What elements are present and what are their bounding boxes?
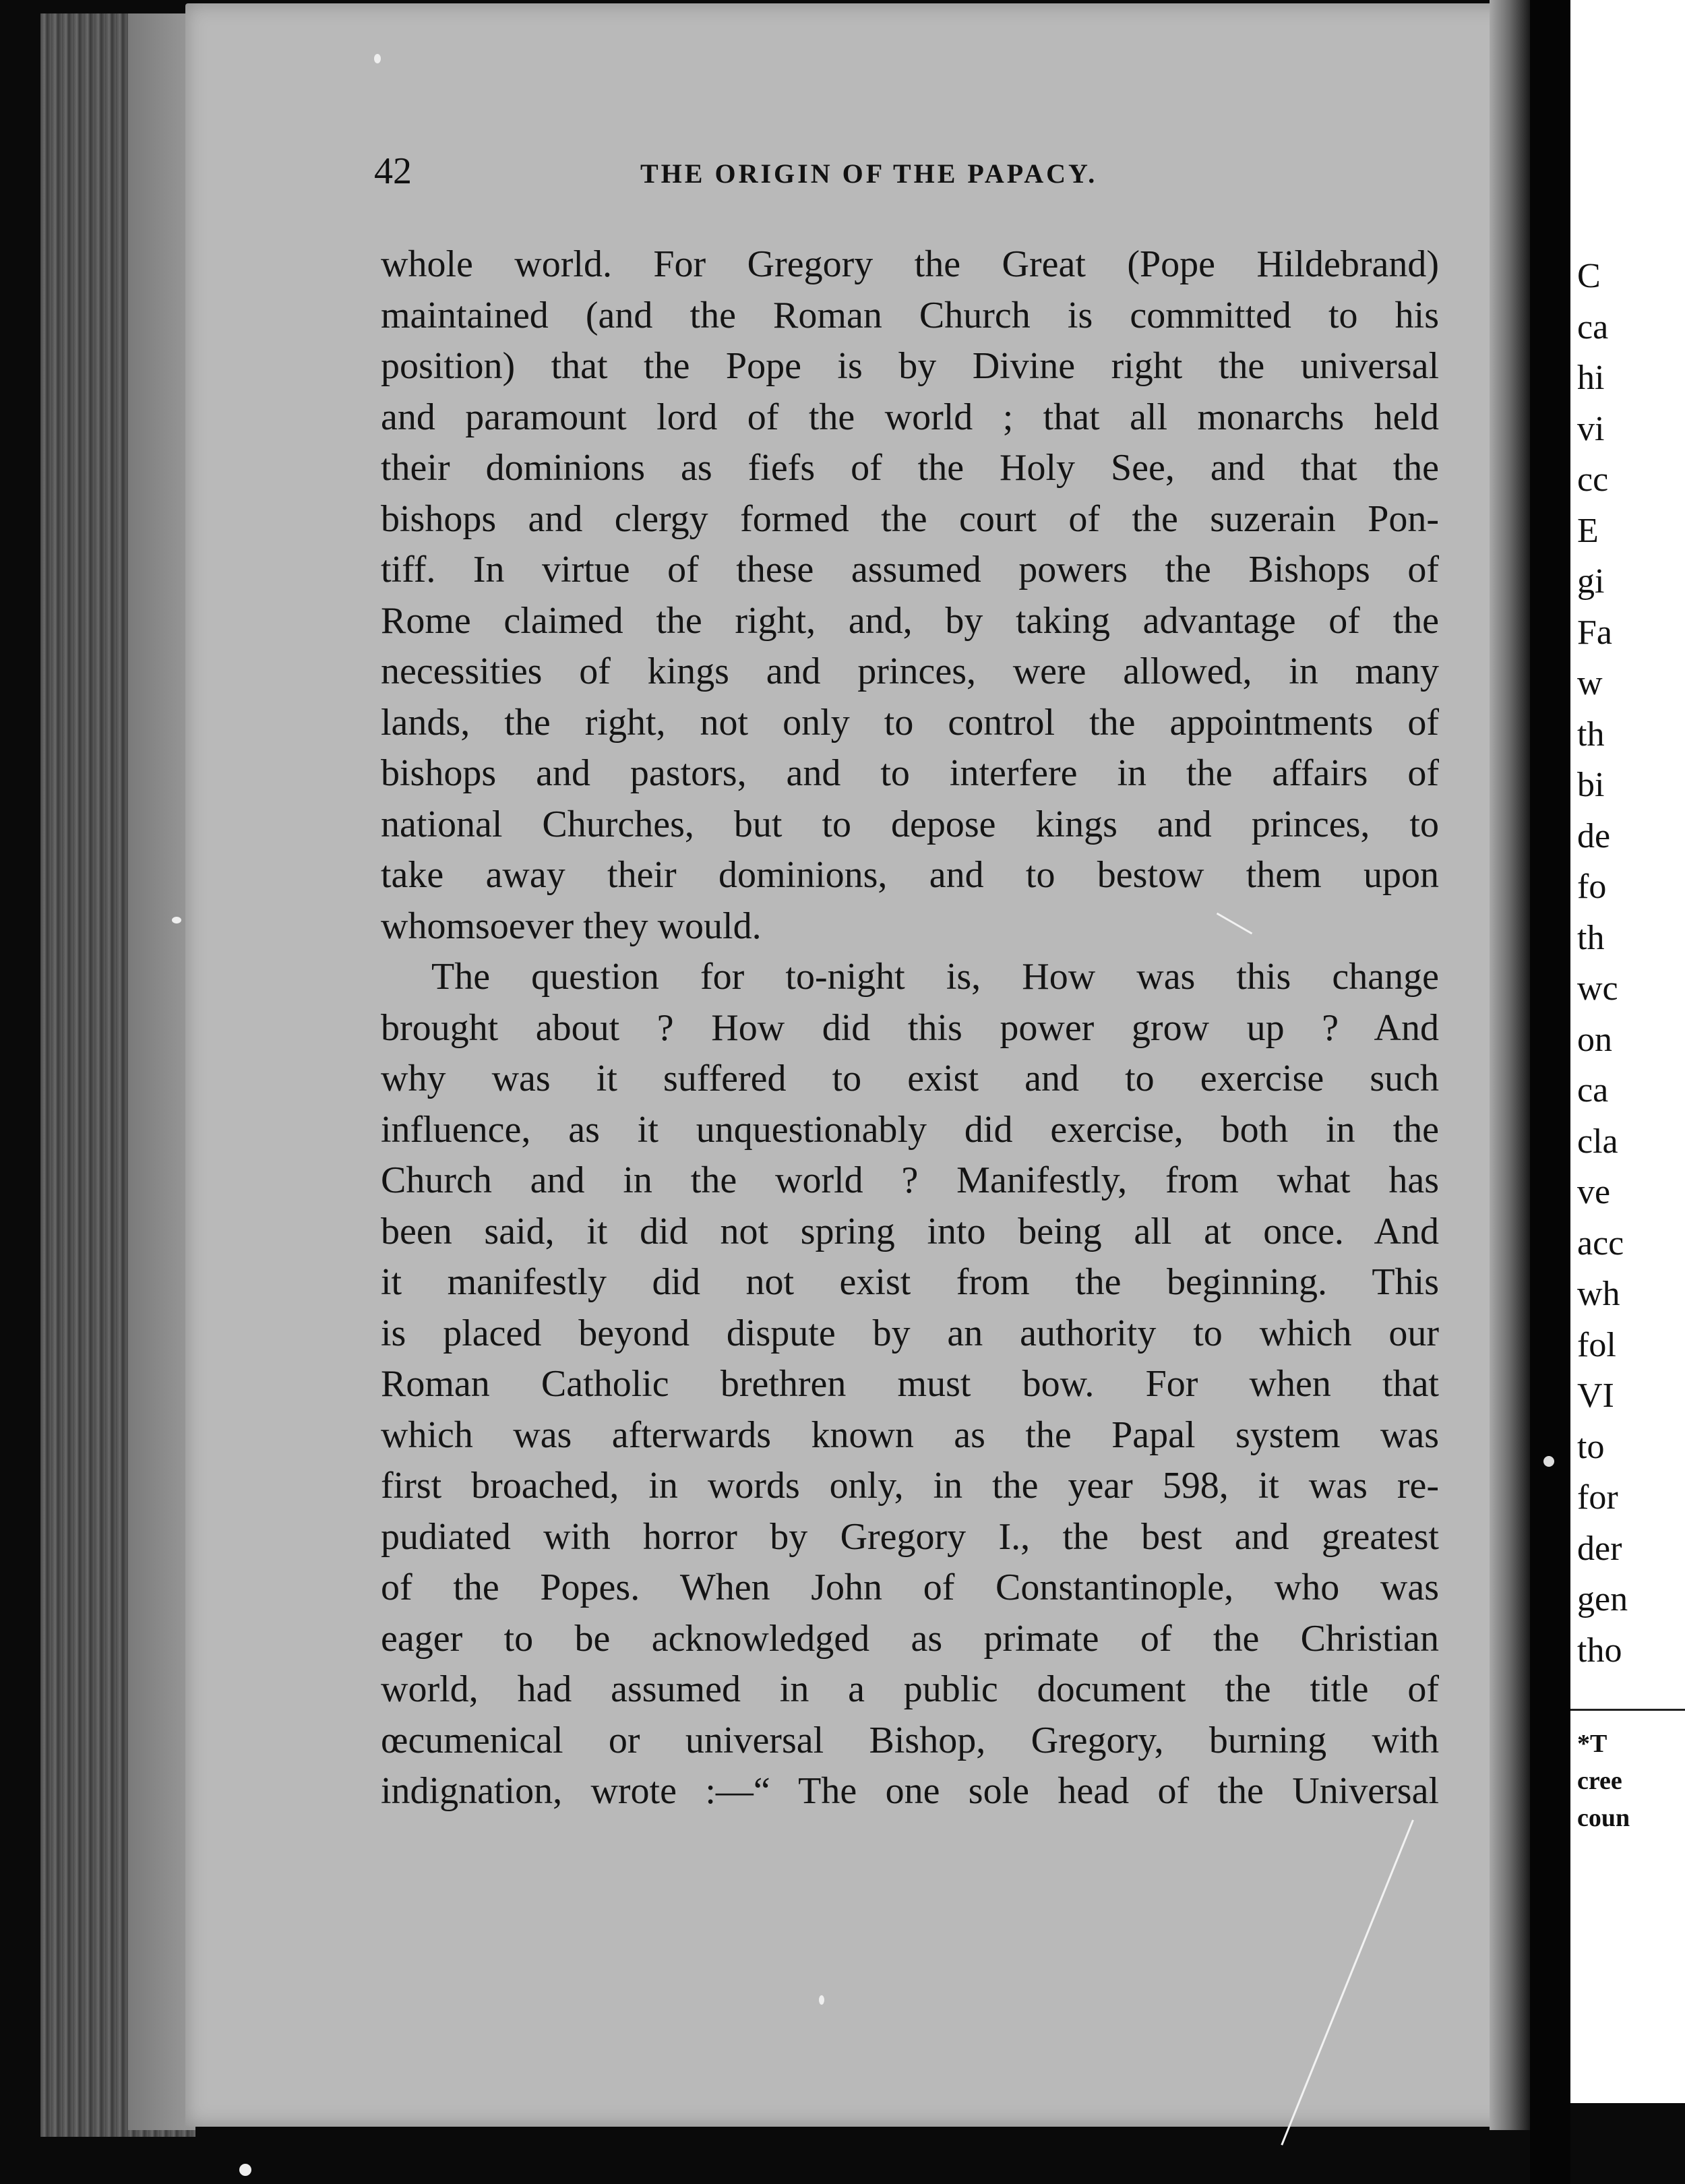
- facing-page-line: de: [1577, 816, 1611, 855]
- facing-page-line: vi: [1577, 409, 1605, 448]
- facing-page-line: th: [1577, 715, 1605, 754]
- text-line: maintained (and the Roman Church is committed to his: [381, 294, 1439, 336]
- text-line: eager to be acknowledged as primate of the Christian: [381, 1617, 1439, 1660]
- facing-page-line: ca: [1577, 307, 1609, 346]
- paragraph-2: [381, 952, 1439, 1817]
- binding-band: [1530, 0, 1570, 2184]
- facing-page-footnote-line: *T: [1577, 1730, 1607, 1758]
- facing-page-fragment: [1570, 0, 1685, 2103]
- text-line: indignation, wrote :—“ The one sole head of the Universal: [381, 1770, 1439, 1812]
- text-line: which was afterwards known as the Papal system was: [381, 1414, 1439, 1456]
- facing-page-line: C: [1577, 257, 1601, 295]
- scan-speck: [374, 54, 381, 63]
- gutter-shadow: [1490, 0, 1530, 2130]
- text-line: Rome claimed the right, and, by taking advantage of the: [381, 599, 1439, 642]
- text-line: is placed beyond dispute by an authority to which our: [381, 1312, 1439, 1354]
- facing-page-line: Fa: [1577, 613, 1612, 652]
- facing-page-line: on: [1577, 1020, 1612, 1059]
- paragraph-1: [381, 239, 1439, 952]
- scan-speck: [172, 917, 181, 923]
- facing-page-line: cla: [1577, 1122, 1618, 1161]
- text-line: necessities of kings and princes, were allowed, in many: [381, 650, 1439, 692]
- facing-page-footnote-line: coun: [1577, 1804, 1630, 1832]
- text-line: first broached, in words only, in the year 598, it was re-: [381, 1465, 1439, 1507]
- text-line: and paramount lord of the world ; that all monarchs held: [381, 396, 1439, 438]
- text-line: been said, it did not spring into being all at once. And: [381, 1210, 1439, 1252]
- running-title: THE ORIGIN OF THE PAPACY.: [640, 158, 1098, 189]
- facing-page-line: for: [1577, 1478, 1618, 1517]
- body-text: [381, 239, 1439, 1817]
- text-line: bishops and pastors, and to interfere in the affairs of: [381, 752, 1439, 794]
- facing-page-line: fol: [1577, 1325, 1616, 1364]
- text-line: Roman Catholic brethren must bow. For when that: [381, 1363, 1439, 1405]
- text-line: their dominions as fiefs of the Holy See, and that the: [381, 447, 1439, 489]
- facing-page-line: wh: [1577, 1275, 1620, 1313]
- facing-page-line: der: [1577, 1529, 1622, 1568]
- text-line: why was it suffered to exist and to exercise such: [381, 1058, 1439, 1099]
- facing-page-line: w: [1577, 664, 1603, 702]
- facing-page-line: acc: [1577, 1223, 1624, 1263]
- text-line: it manifestly did not exist from the beginning. This: [381, 1261, 1439, 1303]
- scan-speck: [1543, 1456, 1554, 1467]
- text-line: influence, as it unquestionably did exercise, both in the: [381, 1108, 1439, 1151]
- facing-page-footnote-line: cree: [1577, 1767, 1622, 1795]
- text-line: lands, the right, not only to control the appointments of: [381, 701, 1439, 744]
- text-line: œcumenical or universal Bishop, Gregory, burning with: [381, 1719, 1439, 1761]
- text-line: whole world. For Gregory the Great (Pope Hildebrand): [381, 243, 1439, 285]
- facing-page-line: to: [1577, 1427, 1605, 1466]
- text-line: Church and in the world ? Manifestly, from what has: [381, 1159, 1439, 1201]
- facing-page-line: cc: [1577, 460, 1609, 499]
- facing-page-line: fo: [1577, 868, 1607, 906]
- text-line: brought about ? How did this power grow up ? And: [381, 1006, 1439, 1049]
- running-header: [374, 150, 1446, 197]
- facing-page-line: hi: [1577, 359, 1605, 397]
- facing-page-line: gi: [1577, 562, 1605, 601]
- text-line: The question for to-night is, How was this change: [431, 956, 1439, 998]
- text-line: pudiated with horror by Gregory I., the best and greatest: [381, 1515, 1439, 1558]
- page-number: 42: [374, 150, 412, 192]
- text-line: tiff. In virtue of these assumed powers the Bishops of: [381, 549, 1439, 590]
- scan-speck: [239, 2164, 251, 2176]
- text-line: bishops and clergy formed the court of the suzerain Pon-: [381, 497, 1439, 540]
- text-line: national Churches, but to depose kings and princes, to: [381, 803, 1439, 845]
- text-line: take away their dominions, and to bestow them upon: [381, 854, 1439, 896]
- text-line: position) that the Pope is by Divine right the universal: [381, 345, 1439, 387]
- facing-page-line: bi: [1577, 766, 1605, 804]
- facing-page-line: wc: [1577, 969, 1618, 1008]
- facing-page-line: th: [1577, 918, 1605, 957]
- facing-page-line: ve: [1577, 1173, 1611, 1211]
- facing-page-line: VI: [1577, 1376, 1614, 1415]
- facing-page-line: ca: [1577, 1071, 1609, 1110]
- facing-page-line: E: [1577, 511, 1599, 550]
- scan-speck: [819, 1995, 824, 2005]
- facing-page-line: gen: [1577, 1580, 1628, 1618]
- footnote-rule: [1570, 1709, 1685, 1711]
- text-line: whomsoever they would.: [381, 905, 762, 947]
- text-line: world, had assumed in a public document the title of: [381, 1668, 1439, 1710]
- facing-page-line: tho: [1577, 1631, 1622, 1670]
- text-line: of the Popes. When John of Constantinople, who was: [381, 1567, 1439, 1608]
